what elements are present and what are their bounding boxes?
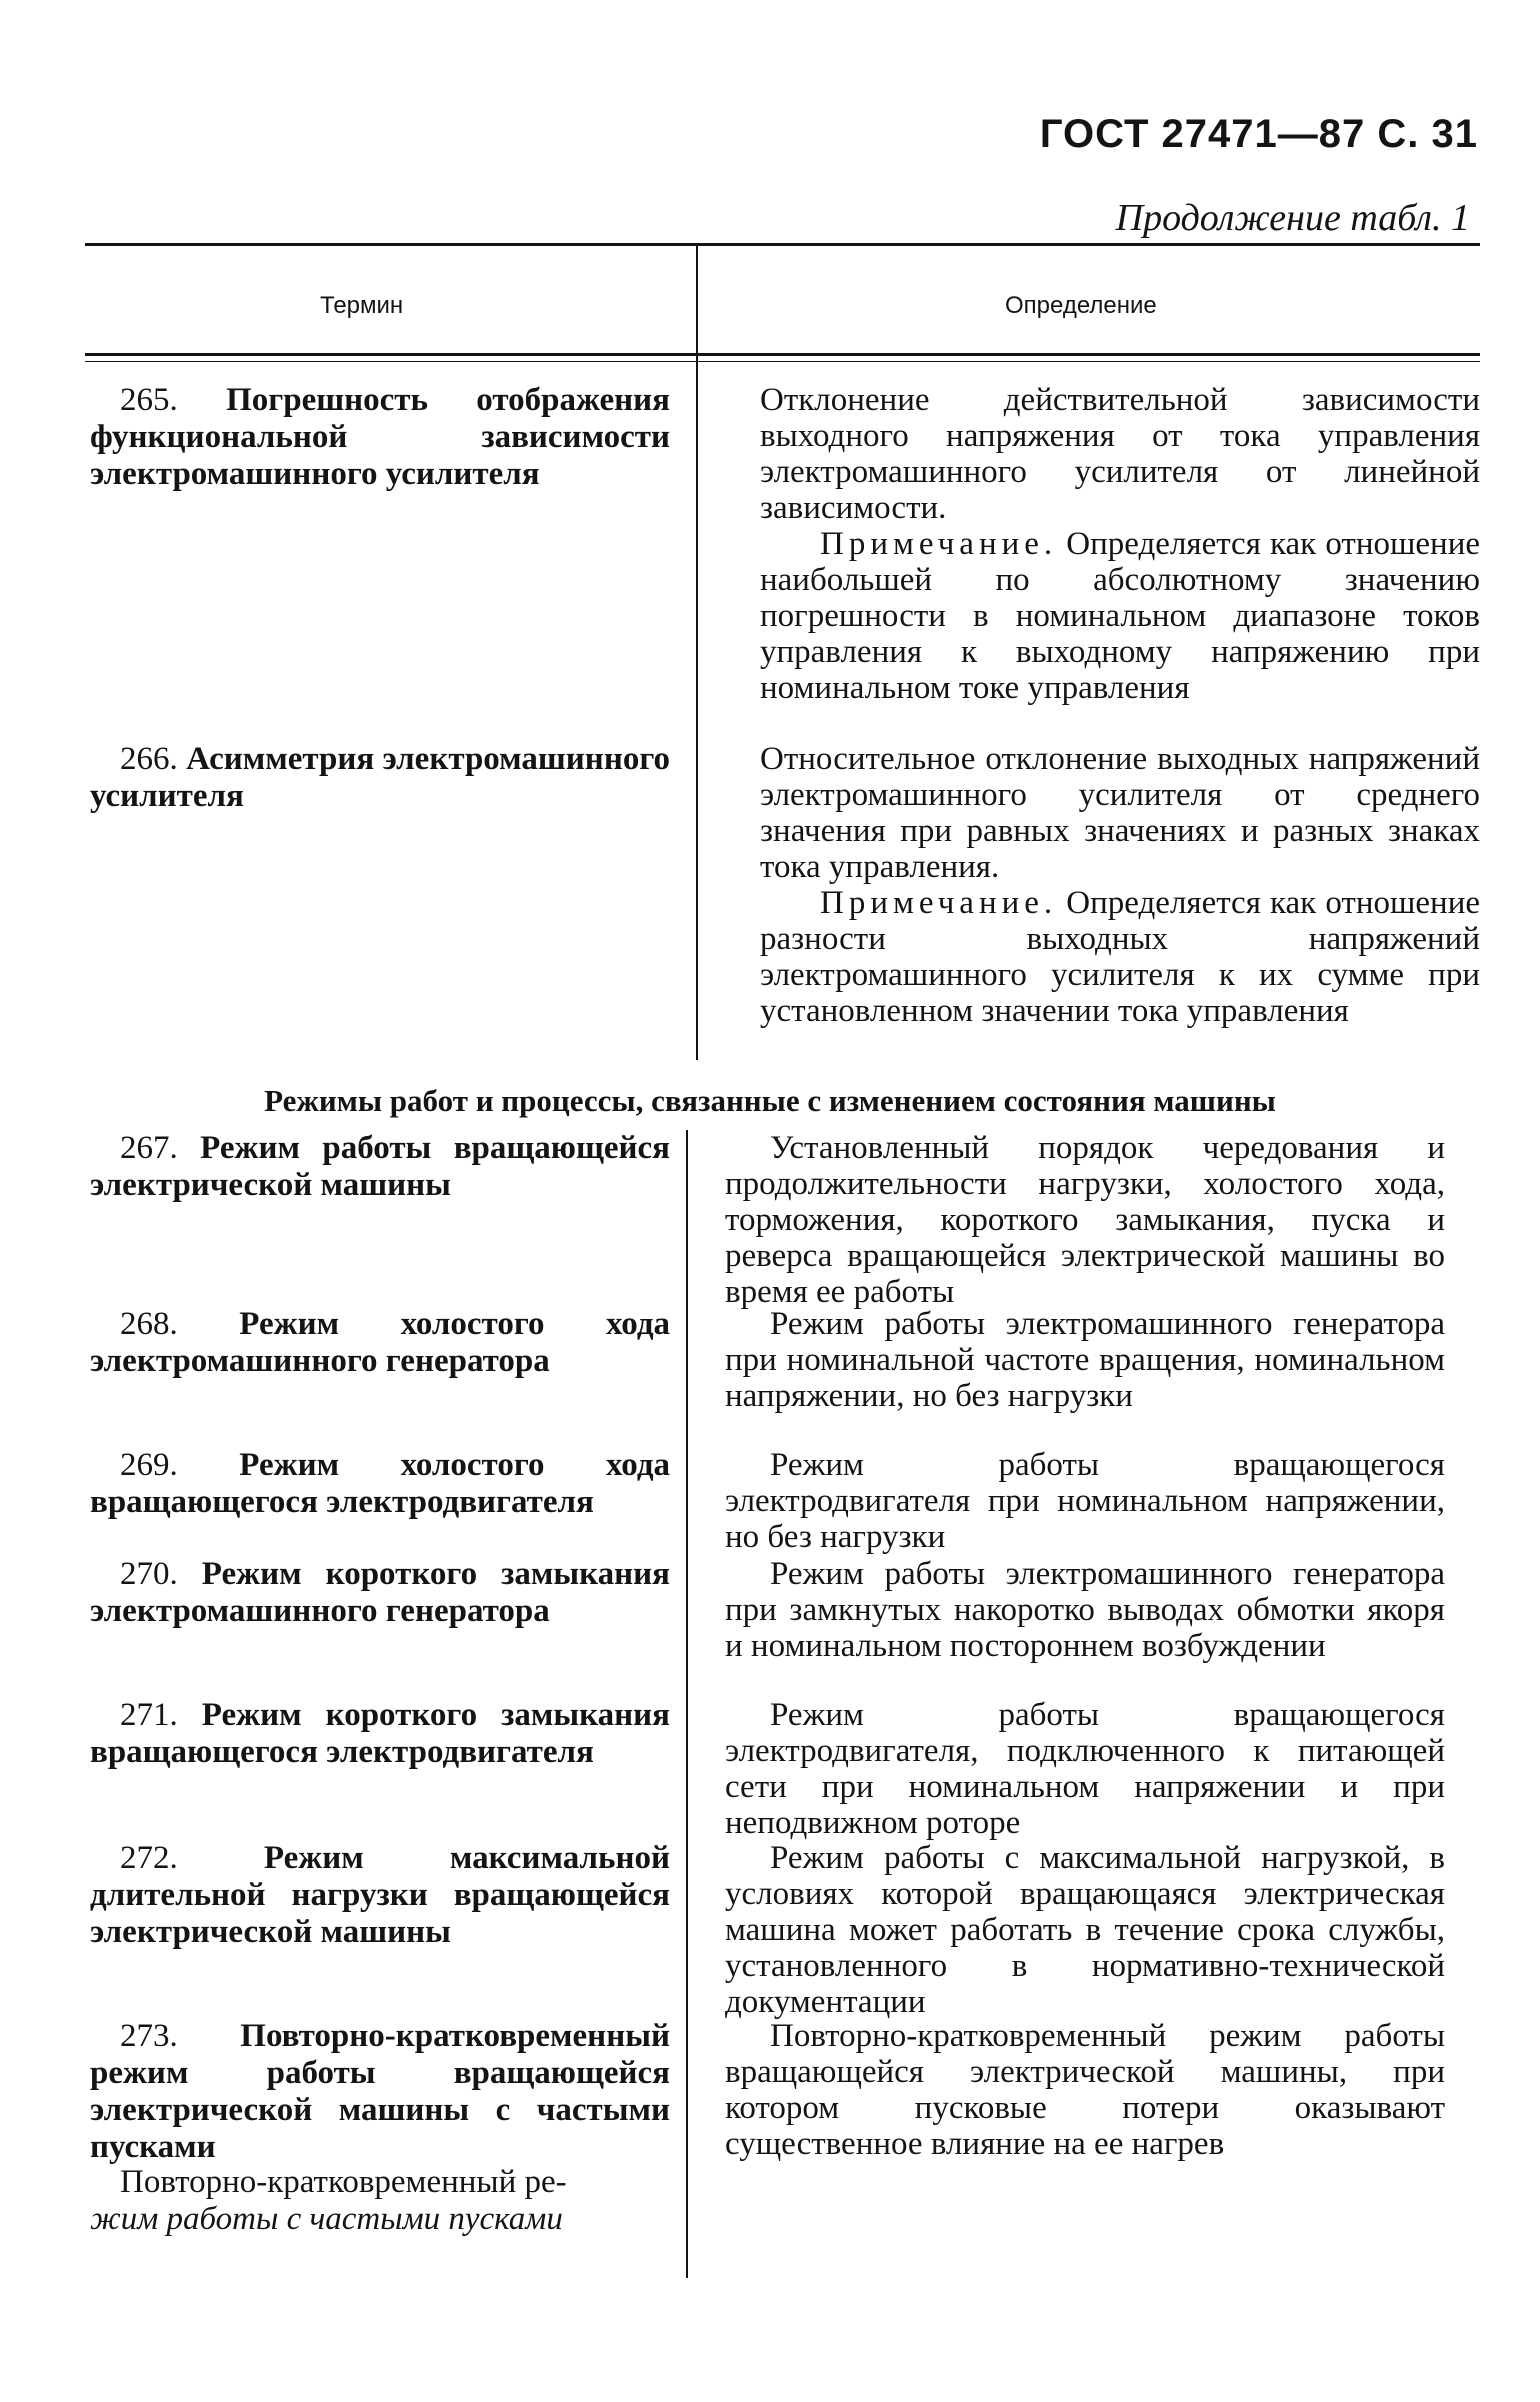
term-269: [90, 1447, 670, 1521]
term-273: [90, 2018, 670, 2166]
term-267: [90, 1130, 670, 1204]
definition-text: Повторно-кратковременный режим работы вращающейся электрической машины, при котором пусковые потери оказывают существенное влияние на ее нагрев: [725, 2018, 1445, 2162]
term-name: Режим короткого замыкания вращающегося электродвигателя: [90, 1697, 671, 1770]
definition-272: [725, 1840, 1445, 2020]
definition-267: [725, 1130, 1445, 1310]
term-name: Режим холостого хода вращающегося электродвигателя: [90, 1447, 671, 1520]
header-bottom-rule-thin: [85, 361, 1480, 362]
term-273-synonym: [90, 2164, 670, 2201]
definition-text: Режим работы с максимальной нагрузкой, в условиях которой вращающаяся электрическая машина может работать в течение срока службы, установленного в нормативно-технической документации: [725, 1840, 1445, 2020]
term-name: Режим работы вращающейся электрической машины: [90, 1130, 670, 1203]
term-272: [90, 1840, 670, 1951]
term-273-synonym-cont: [90, 2201, 670, 2238]
term-name: Режим максимальной длительной нагрузки вращающейся электрической машины: [90, 1840, 670, 1950]
definition-text: Установленный порядок чередования и продолжительности нагрузки, холостого хода, торможения, короткого замыкания, пуска и реверса вращающейся электрической машины во время ее работы: [725, 1130, 1445, 1310]
document-id: ГОСТ 27471—87 С. 31: [1039, 112, 1478, 156]
header-bottom-rule: [85, 353, 1480, 356]
definition-265: [760, 382, 1480, 706]
term-number: 270.: [120, 1556, 178, 1592]
term-270: [90, 1556, 670, 1630]
term-265: [90, 382, 670, 493]
term-271: [90, 1697, 670, 1771]
note-text: Определяется как отношение наибольшей по абсолютному значению погрешности в номинальном диапазоне токов управления к выходному напряжению при номинальном токе управления: [760, 526, 1481, 706]
term-number: 269.: [120, 1447, 178, 1483]
definition-note: [760, 885, 1480, 1029]
synonym-line-2: жим работы с частыми пусками: [90, 2201, 563, 2237]
column-divider-upper: [696, 245, 698, 1060]
section-title: Режимы работ и процессы, связанные с изменением состояния машины: [264, 1083, 1276, 1118]
term-266: [90, 741, 670, 815]
definition-269: [725, 1447, 1445, 1555]
definition-text: Относительное отклонение выходных напряжений электромашинного усилителя от среднего значения при равных значениях и разных знаках тока управления.: [760, 741, 1480, 885]
term-number: 266.: [120, 741, 178, 777]
term-number: 272.: [120, 1840, 178, 1876]
term-number: 265.: [120, 382, 178, 418]
definition-text: Режим работы электромашинного генератора при номинальной частоте вращения, номинальном напряжении, но без нагрузки: [725, 1306, 1445, 1414]
note-label: Примечание.: [820, 885, 1058, 921]
definition-text: Режим работы вращающегося электродвигателя при номинальном напряжении, но без нагрузки: [725, 1447, 1445, 1555]
column-header-definition: Определение: [1005, 292, 1157, 319]
column-divider-lower: [686, 1130, 688, 2278]
term-name: Режим короткого замыкания электромашинного генератора: [90, 1556, 671, 1629]
note-label: Примечание.: [820, 526, 1058, 562]
definition-273: [725, 2018, 1445, 2162]
definition-note: [760, 526, 1480, 706]
table-top-rule: [85, 243, 1480, 246]
note-text: Определяется как отношение разности выходных напряжений электромашинного усилителя к их сумме при установленном значении тока управления: [760, 885, 1481, 1029]
column-header-term: Термин: [320, 292, 404, 319]
term-number: 271.: [120, 1697, 178, 1733]
table-continuation-label: Продолжение табл. 1: [1115, 197, 1470, 239]
definition-text: Режим работы вращающегося электродвигателя, подключенного к питающей сети при номинальном напряжении и при неподвижном роторе: [725, 1697, 1445, 1841]
term-name: Режим холостого хода электромашинного генератора: [90, 1306, 671, 1379]
term-name: Асимметрия электромашинного усилителя: [90, 741, 670, 814]
synonym-line-1: Повторно-кратковременный ре-: [120, 2164, 567, 2200]
definition-text: Отклонение действительной зависимости выходного напряжения от тока управления электромашинного усилителя от линейной зависимости.: [760, 382, 1480, 526]
term-268: [90, 1306, 670, 1380]
definition-270: [725, 1556, 1445, 1664]
definition-271: [725, 1697, 1445, 1841]
term-name: Повторно-кратковременный режим работы вращающейся электрической машины с частыми пусками: [90, 2018, 670, 2165]
definition-266: [760, 741, 1480, 1029]
term-name: Погрешность отображения функциональной зависимости электромашинного усилителя: [90, 382, 670, 492]
term-number: 268.: [120, 1306, 178, 1342]
definition-268: [725, 1306, 1445, 1414]
definition-text: Режим работы электромашинного генератора при замкнутых накоротко выводах обмотки якоря и номинальном постороннем возбуждении: [725, 1556, 1445, 1664]
term-number: 267.: [120, 1130, 178, 1166]
term-number: 273.: [120, 2018, 178, 2054]
